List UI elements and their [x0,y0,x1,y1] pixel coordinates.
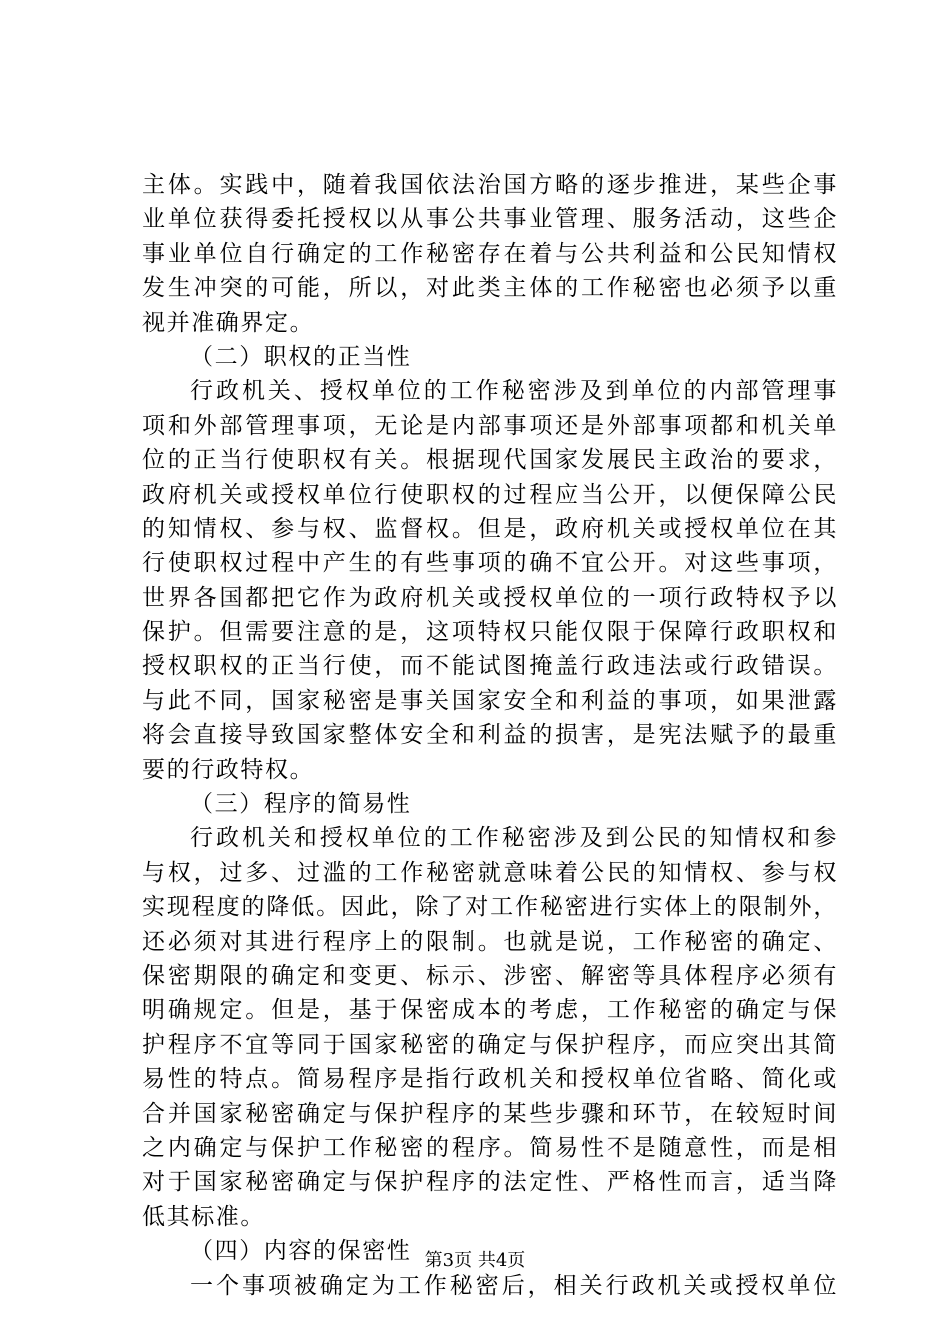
section-heading: （三）程序的简易性 [190,791,412,818]
paragraph-line: 世界各国都把它作为政府机关或授权单位的一项行政特权予以 [142,584,838,611]
paragraph-line: 合并国家秘密确定与保护程序的某些步骤和环节，在较短时间 [142,1100,838,1127]
paragraph-line: 要的行政特权。 [142,756,315,783]
paragraph-line: 之内确定与保护工作秘密的程序。简易性不是随意性，而是相 [142,1134,838,1161]
paragraph-line: 易性的特点。简易程序是指行政机关和授权单位省略、简化或 [142,1066,838,1093]
paragraph-line: 实现程度的降低。因此，除了对工作秘密进行实体上的限制外， [142,894,838,921]
page-footer: 第3页 共4页 [424,1250,526,1271]
paragraph-line: 一个事项被确定为工作秘密后，相关行政机关或授权单位 [190,1272,838,1299]
paragraph-line: 将会直接导致国家整体安全和利益的损害，是宪法赋予的最重 [142,722,838,749]
paragraph-line: 明确规定。但是，基于保密成本的考虑，工作秘密的确定与保 [142,997,838,1024]
paragraph-line: 位的正当行使职权有关。根据现代国家发展民主政治的要求， [142,447,838,474]
document-body [142,168,838,1303]
paragraph-line: 保密期限的确定和变更、标示、涉密、解密等具体程序必须有 [142,962,838,989]
section-heading: （四）内容的保密性 [190,1238,412,1265]
paragraph-line: 与权，过多、过滥的工作秘密就意味着公民的知情权、参与权 [142,859,838,886]
paragraph-line: 保护。但需要注意的是，这项特权只能仅限于保障行政职权和 [142,619,838,646]
section-heading: （二）职权的正当性 [190,343,412,370]
paragraph-line: 护程序不宜等同于国家秘密的确定与保护程序，而应突出其简 [142,1031,838,1058]
paragraph-line: 行政机关、授权单位的工作秘密涉及到单位的内部管理事 [190,378,838,405]
paragraph-line: 主体。实践中，随着我国依法治国方略的逐步推进，某些企事 [142,172,838,198]
paragraph-line: 行使职权过程中产生的有些事项的确不宜公开。对这些事项， [142,550,838,577]
paragraph-line: 对于国家秘密确定与保护程序的法定性、严格性而言，适当降 [142,1169,838,1196]
paragraph-line: 项和外部管理事项，无论是内部事项还是外部事项都和机关单 [142,412,838,439]
paragraph-line: 业单位获得委托授权以从事公共事业管理、服务活动，这些企 [142,206,838,233]
paragraph-line: 与此不同，国家秘密是事关国家安全和利益的事项，如果泄露 [142,687,838,714]
paragraph-line: 视并准确界定。 [142,309,315,336]
paragraph-line: 低其标准。 [142,1203,265,1230]
paragraph-line: 还必须对其进行程序上的限制。也就是说，工作秘密的确定、 [142,928,838,955]
paragraph-line: 事业单位自行确定的工作秘密存在着与公共利益和公民知情权 [142,240,838,267]
paragraph-line: 政府机关或授权单位行使职权的过程应当公开，以便保障公民 [142,481,838,508]
paragraph-line: 授权职权的正当行使，而不能试图掩盖行政违法或行政错误。 [142,653,838,680]
paragraph-line: 行政机关和授权单位的工作秘密涉及到公民的知情权和参 [190,825,838,852]
paragraph-line: 发生冲突的可能，所以，对此类主体的工作秘密也必须予以重 [142,275,838,302]
paragraph-line: 的知情权、参与权、监督权。但是，政府机关或授权单位在其 [142,515,838,542]
